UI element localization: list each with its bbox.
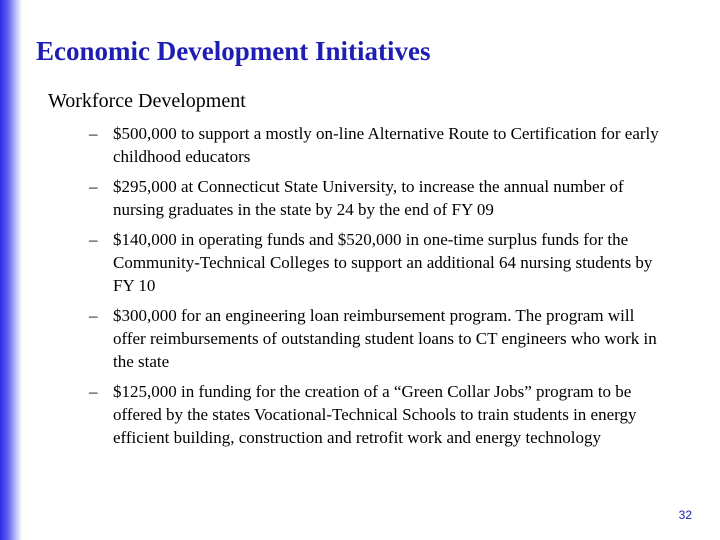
bullet-text: $295,000 at Connecticut State University, to increase the annual number of nursing graduates in the state by 24 by the end of FY 09 [113, 177, 624, 219]
slide-title: Economic Development Initiatives [36, 36, 431, 66]
dash-bullet-icon: – [89, 306, 98, 325]
page-number: 32 [678, 508, 692, 522]
bullet-item [89, 304, 669, 373]
bullet-item [89, 175, 669, 221]
left-accent-bar [0, 0, 22, 540]
bullet-text: $140,000 in operating funds and $520,000 in one-time surplus funds for the Community-Technical Colleges to support an additional 64 nursing students by FY 10 [113, 230, 653, 295]
bullet-item [89, 122, 669, 168]
bullet-text: $300,000 for an engineering loan reimbursement program. The program will offer reimbursements of outstanding student loans to CT engineers who work in the state [113, 306, 657, 371]
dash-bullet-icon: – [89, 124, 98, 143]
bullet-item [89, 380, 669, 449]
dash-bullet-icon: – [89, 230, 98, 249]
bullet-list [89, 122, 669, 456]
bullet-text: $500,000 to support a mostly on-line Alternative Route to Certification for early childhood educators [113, 124, 659, 166]
bullet-item [89, 228, 669, 297]
section-heading: Workforce Development [48, 90, 246, 112]
dash-bullet-icon: – [89, 177, 98, 196]
bullet-text: $125,000 in funding for the creation of a “Green Collar Jobs” program to be offered by the states Vocational-Technical Schools to train students in energy efficient building, construction and retrofit work and energy technology [113, 382, 637, 447]
dash-bullet-icon: – [89, 382, 98, 401]
